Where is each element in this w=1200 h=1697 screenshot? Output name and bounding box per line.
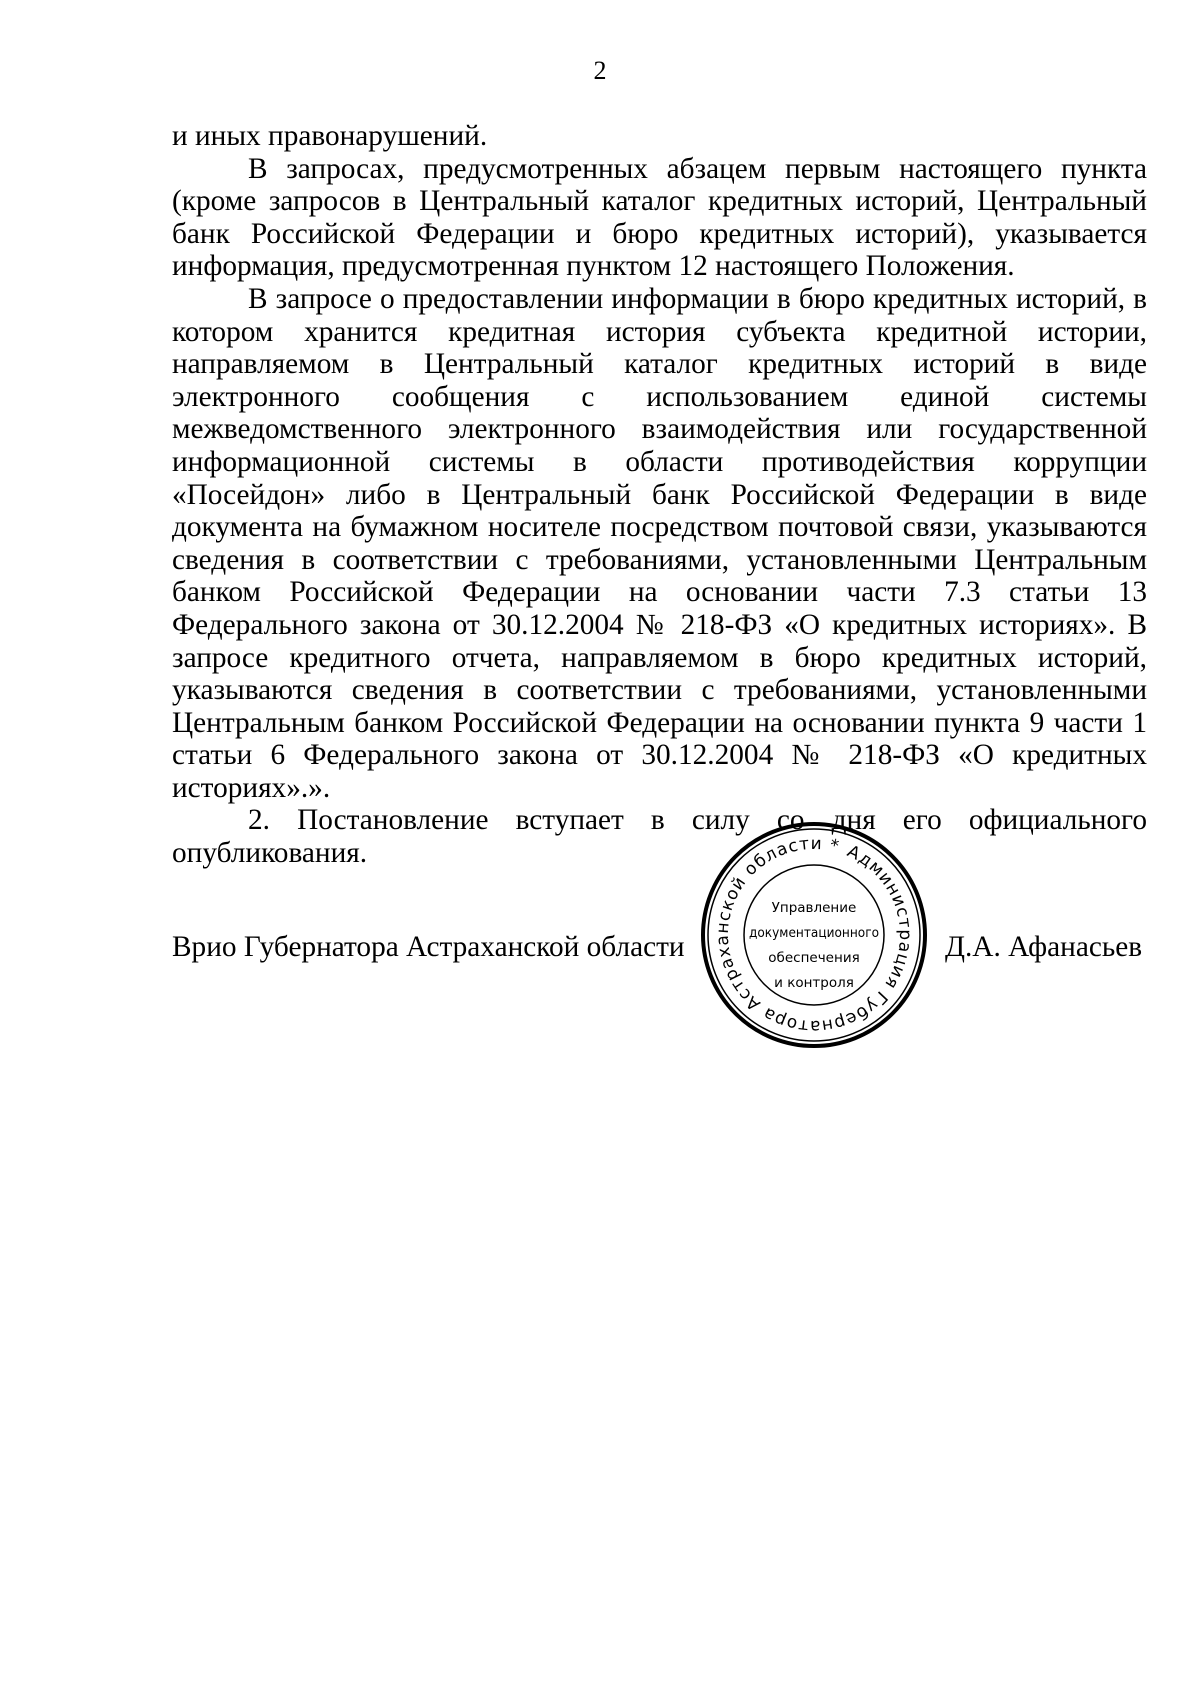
paragraph-credit-bureau-request: В запросе о предоставлении информации в бюро кредитных историй, в котором хранится кредитная история субъекта кредитной истории, направляемом в Центральный каталог кредитных историй в виде электронного сообщения с использованием единой системы межведомственного электронного взаимодействия или государственной информационной системы в области противодействия коррупции «Посейдон» либо в Центральный банк Российской Федерации в виде документа на бумажном носителе посредством почтовой связи, указываются сведения в соответствии с требованиями, установленными Центральным банком Российской Федерации на основании части 7.3 статьи 13 Федерального закона от 30.12.2004 № 218-ФЗ «О кредитных историях». В запросе кредитного отчета, направляемом в бюро кредитных историй, указываются сведения в соответствии с требованиями, установленными Центральным банком Российской Федерации на основании пункта 9 части 1 статьи 6 Федерального закона от 30.12.2004 № 218-ФЗ «О кредитных историях».». [172,282,1147,804]
seal-ring-text: Администрация Губернатора Астраханской области * [712,833,916,1037]
paragraph-requests: В запросах, предусмотренных абзацем первым настоящего пункта (кроме запросов в Центральный каталог кредитных историй, Центральный банк Российской Федерации и бюро кредитных историй), указывается информация, предусмотренная пунктом 12 настоящего Положения. [172,152,1147,283]
paragraph-continuation: и иных правонарушений. [172,120,488,152]
seal-line-4: и контроля [774,975,854,991]
paragraph-entry-into-force: 2. Постановление вступает в силу со дня его официального опубликования. [172,804,1147,870]
signatory-position: Врио Губернатора Астраханской области [172,931,685,963]
signatory-name: Д.А. Афанасьев [945,931,1143,963]
page-number: 2 [593,56,607,85]
official-seal [699,820,929,1050]
seal-line-3: обеспечения [768,950,860,966]
document-body [172,120,1147,870]
seal-line-2: документационного [749,925,879,941]
seal-line-1: Управление [771,900,857,916]
